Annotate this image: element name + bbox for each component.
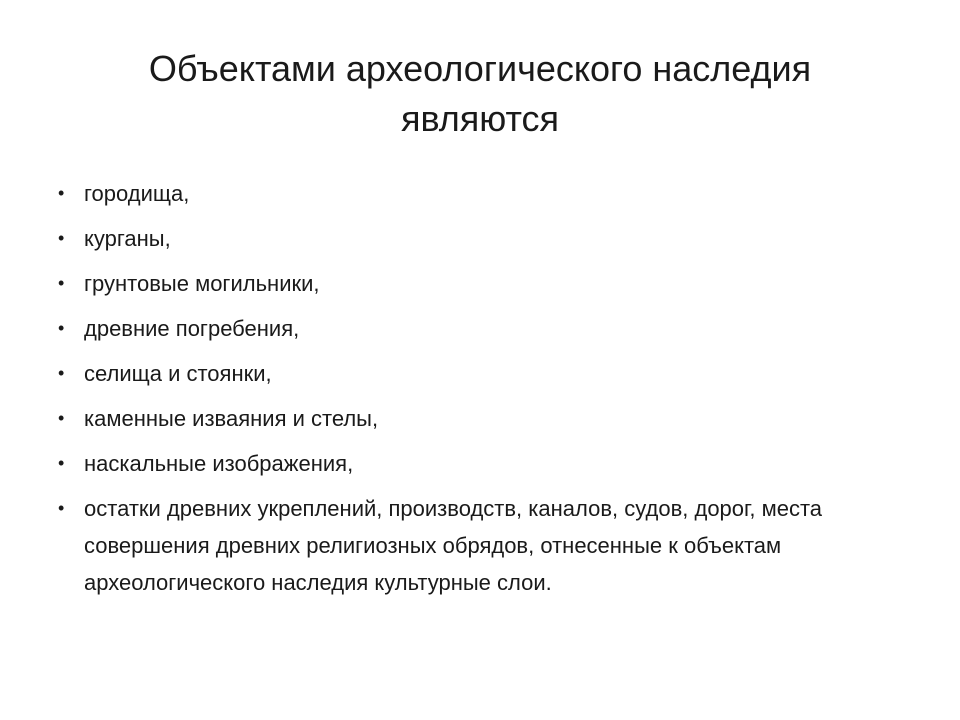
bullet-icon: • bbox=[58, 498, 65, 518]
bullet-text: каменные изваяния и стелы, bbox=[84, 406, 379, 431]
bullet-item bbox=[58, 265, 908, 302]
slide-title-line-2: являются bbox=[400, 98, 560, 139]
bullet-item bbox=[58, 400, 908, 437]
bullet-text: наскальные изображения, bbox=[84, 451, 354, 476]
bullet-icon: • bbox=[58, 228, 65, 248]
slide-title bbox=[60, 44, 900, 144]
bullet-text: остатки древних укреплений, производств, каналов, судов, дорог, места совершения древних религиозных обрядов, отнесенные к объектам археологического наследия культурные слои. bbox=[84, 496, 823, 595]
bullet-icon: • bbox=[58, 408, 65, 428]
bullet-icon: • bbox=[58, 273, 65, 293]
bullet-item bbox=[58, 490, 908, 601]
slide-title-line-1: Объектами археологического наследия bbox=[148, 48, 812, 89]
bullet-item bbox=[58, 355, 908, 392]
bullet-list bbox=[58, 175, 908, 609]
bullet-text: грунтовые могильники, bbox=[84, 271, 320, 296]
bullet-icon: • bbox=[58, 453, 65, 473]
bullet-text: древние погребения, bbox=[84, 316, 300, 341]
bullet-item bbox=[58, 445, 908, 482]
bullet-icon: • bbox=[58, 363, 65, 383]
bullet-icon: • bbox=[58, 318, 65, 338]
bullet-icon: • bbox=[58, 183, 65, 203]
bullet-text: городища, bbox=[84, 181, 190, 206]
bullet-item bbox=[58, 310, 908, 347]
bullet-item bbox=[58, 220, 908, 257]
bullet-item bbox=[58, 175, 908, 212]
bullet-text: курганы, bbox=[84, 226, 171, 251]
bullet-text: селища и стоянки, bbox=[84, 361, 272, 386]
